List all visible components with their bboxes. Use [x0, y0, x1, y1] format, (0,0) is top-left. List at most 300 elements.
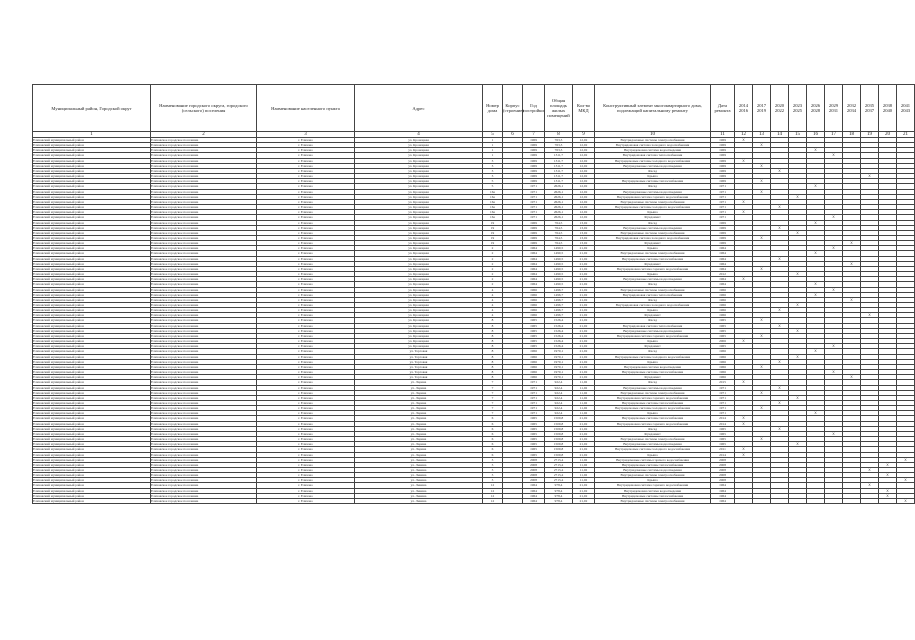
settlement-cell: Елизовское городское поселение: [151, 447, 257, 452]
area-cell: 2713,4: [545, 462, 573, 467]
element-cell: Крыша: [595, 174, 711, 179]
district-cell: Елизовский муниципальный район: [33, 447, 151, 452]
element-cell: Внутридомовая система горячего водоснабжения: [595, 483, 711, 488]
district-cell: Елизовский муниципальный район: [33, 225, 151, 230]
build-year-cell: 1966: [523, 303, 545, 308]
district-cell: Елизовский муниципальный район: [33, 184, 151, 189]
address-cell: ул. Кроноцкая: [355, 199, 483, 204]
mkd-count-cell: 21,02: [573, 364, 595, 369]
house-number-cell: 3: [483, 462, 503, 467]
repair-date-cell: 1971: [711, 184, 735, 189]
district-cell: Елизовский муниципальный район: [33, 266, 151, 271]
period-mark-cell: X: [735, 199, 753, 204]
address-cell: ул. Торговая: [355, 359, 483, 364]
build-year-cell: 1971: [523, 406, 545, 411]
element-cell: Внутридомовые системы теплоснабжения: [595, 400, 711, 405]
settlement-cell: Елизовское городское поселение: [151, 297, 257, 302]
town-cell: г. Елизово: [257, 442, 355, 447]
settlement-cell: Елизовское городское поселение: [151, 303, 257, 308]
column-header: Общая площадь жилых помещений: [545, 85, 573, 132]
house-number-cell: 19: [483, 220, 503, 225]
element-cell: Внутридомовые системы водоотведения: [595, 163, 711, 168]
town-cell: г. Елизово: [257, 153, 355, 158]
address-cell: ул. Кроноцкая: [355, 189, 483, 194]
town-cell: г. Елизово: [257, 468, 355, 473]
period-mark-cell: X: [807, 251, 825, 256]
mkd-count-cell: 21,02: [573, 318, 595, 323]
address-cell: ул. Кроноцкая: [355, 256, 483, 261]
town-cell: г. Елизово: [257, 493, 355, 498]
settlement-cell: Елизовское городское поселение: [151, 364, 257, 369]
area-cell: 764,5: [545, 230, 573, 235]
settlement-cell: Елизовское городское поселение: [151, 148, 257, 153]
mkd-count-cell: 21,02: [573, 287, 595, 292]
house-number-cell: 5: [483, 184, 503, 189]
house-number-cell: 6: [483, 442, 503, 447]
mkd-count-cell: 21,02: [573, 354, 595, 359]
settlement-cell: Елизовское городское поселение: [151, 199, 257, 204]
mkd-count-cell: 21,02: [573, 493, 595, 498]
element-cell: Внутридомовая система горячего водоснабжения: [595, 421, 711, 426]
area-cell: 1509,8: [545, 452, 573, 457]
element-cell: Внутридомовая система горячего водоснабжения: [595, 395, 711, 400]
period-mark-cell: X: [735, 416, 753, 421]
element-cell: Внутридомовые системы электроснабжения: [595, 138, 711, 143]
house-number-cell: 12: [483, 493, 503, 498]
element-cell: Крыша: [595, 478, 711, 483]
build-year-cell: 2008: [523, 468, 545, 473]
address-cell: ул. Кроноцкая: [355, 287, 483, 292]
address-cell: ул. Кроноцкая: [355, 138, 483, 143]
area-cell: 2626,1: [545, 215, 573, 220]
repair-date-cell: 1964: [711, 251, 735, 256]
address-cell: ул. Ларина: [355, 452, 483, 457]
repair-date-cell: 1966: [711, 303, 735, 308]
address-cell: ул. Ленина: [355, 498, 483, 503]
area-cell: 2626,1: [545, 205, 573, 210]
district-cell: Елизовский муниципальный район: [33, 179, 151, 184]
settlement-cell: Елизовское городское поселение: [151, 390, 257, 395]
district-cell: Елизовский муниципальный район: [33, 282, 151, 287]
element-cell: Фундамент: [595, 344, 711, 349]
period-mark-cell: X: [825, 344, 843, 349]
column-number: 9: [573, 132, 595, 138]
town-cell: г. Елизово: [257, 380, 355, 385]
period-mark-cell: X: [807, 292, 825, 297]
district-cell: Елизовский муниципальный район: [33, 385, 151, 390]
area-cell: 1526,4: [545, 339, 573, 344]
repair-date-cell: 2015: [711, 380, 735, 385]
district-cell: Елизовский муниципальный район: [33, 153, 151, 158]
build-year-cell: 1969: [523, 230, 545, 235]
settlement-cell: Елизовское городское поселение: [151, 323, 257, 328]
build-year-cell: 1965: [523, 426, 545, 431]
house-number-cell: 7: [483, 411, 503, 416]
district-cell: Елизовский муниципальный район: [33, 431, 151, 436]
repair-date-cell: 1964: [711, 493, 735, 498]
build-year-cell: 1965: [523, 437, 545, 442]
district-cell: Елизовский муниципальный район: [33, 148, 151, 153]
address-cell: ул. Ларина: [355, 390, 483, 395]
settlement-cell: Елизовское городское поселение: [151, 354, 257, 359]
element-cell: Внутридомовая система горячего водоснабжения: [595, 333, 711, 338]
element-cell: Фундамент: [595, 261, 711, 266]
address-cell: ул. Кроноцкая: [355, 174, 483, 179]
build-year-cell: 1964: [523, 282, 545, 287]
column-number: 17: [825, 132, 843, 138]
house-number-cell: 7: [483, 390, 503, 395]
mkd-count-cell: 21,02: [573, 246, 595, 251]
settlement-cell: Елизовское городское поселение: [151, 210, 257, 215]
mkd-count-cell: 13,02: [573, 225, 595, 230]
address-cell: ул. Кроноцкая: [355, 333, 483, 338]
element-cell: Крыша: [595, 452, 711, 457]
build-year-cell: 1966: [523, 349, 545, 354]
repair-date-cell: 2006: [711, 339, 735, 344]
settlement-cell: Елизовское городское поселение: [151, 328, 257, 333]
element-cell: Внутридомовые системы холодного водоснабжения: [595, 354, 711, 359]
house-number-cell: 16а: [483, 205, 503, 210]
settlement-cell: Елизовское городское поселение: [151, 333, 257, 338]
element-cell: Фасад: [595, 168, 711, 173]
settlement-cell: Елизовское городское поселение: [151, 344, 257, 349]
mkd-count-cell: 21,02: [573, 421, 595, 426]
build-year-cell: 1965: [523, 339, 545, 344]
mkd-count-cell: 21,02: [573, 256, 595, 261]
area-cell: 1496,7: [545, 297, 573, 302]
address-cell: ул. Кроноцкая: [355, 220, 483, 225]
district-cell: Елизовский муниципальный район: [33, 241, 151, 246]
address-cell: ул. Кроноцкая: [355, 282, 483, 287]
build-year-cell: 1966: [523, 287, 545, 292]
area-cell: 1526,4: [545, 323, 573, 328]
area-cell: 978,4: [545, 483, 573, 488]
district-cell: Елизовский муниципальный район: [33, 498, 151, 503]
area-cell: 1970,1: [545, 359, 573, 364]
period-mark-cell: X: [753, 406, 771, 411]
address-cell: ул. Кроноцкая: [355, 235, 483, 240]
district-cell: Елизовский муниципальный район: [33, 313, 151, 318]
town-cell: г. Елизово: [257, 215, 355, 220]
repair-date-cell: 1966: [711, 308, 735, 313]
period-mark-cell: X: [789, 328, 807, 333]
repair-date-cell: 1971: [711, 385, 735, 390]
repair-date-cell: 1964: [711, 488, 735, 493]
address-cell: ул. Кроноцкая: [355, 143, 483, 148]
column-number: 6: [503, 132, 523, 138]
settlement-cell: Елизовское городское поселение: [151, 246, 257, 251]
town-cell: г. Елизово: [257, 138, 355, 143]
house-number-cell: 2: [483, 256, 503, 261]
build-year-cell: 1971: [523, 205, 545, 210]
mkd-count-cell: 11,02: [573, 473, 595, 478]
district-cell: Елизовский муниципальный район: [33, 483, 151, 488]
table-body: [33, 138, 915, 504]
mkd-count-cell: 21,02: [573, 452, 595, 457]
area-cell: 2713,4: [545, 457, 573, 462]
town-cell: г. Елизово: [257, 292, 355, 297]
build-year-cell: 1964: [523, 256, 545, 261]
period-mark-cell: X: [735, 452, 753, 457]
area-cell: 978,4: [545, 498, 573, 503]
mkd-count-cell: 12,02: [573, 215, 595, 220]
build-year-cell: 1964: [523, 261, 545, 266]
settlement-cell: Елизовское городское поселение: [151, 215, 257, 220]
settlement-cell: Елизовское городское поселение: [151, 498, 257, 503]
town-cell: г. Елизово: [257, 375, 355, 380]
town-cell: г. Елизово: [257, 210, 355, 215]
area-cell: 1496,7: [545, 313, 573, 318]
mkd-count-cell: 21,02: [573, 328, 595, 333]
period-mark-cell: X: [807, 184, 825, 189]
settlement-cell: Елизовское городское поселение: [151, 194, 257, 199]
column-number: 11: [711, 132, 735, 138]
town-cell: г. Елизово: [257, 282, 355, 287]
address-cell: ул. Кроноцкая: [355, 179, 483, 184]
repair-date-cell: 1964: [711, 498, 735, 503]
build-year-cell: 1965: [523, 447, 545, 452]
house-number-cell: 19: [483, 235, 503, 240]
house-number-cell: 3: [483, 158, 503, 163]
town-cell: г. Елизово: [257, 478, 355, 483]
repair-date-cell: 1969: [711, 158, 735, 163]
district-cell: Елизовский муниципальный район: [33, 220, 151, 225]
mkd-count-cell: 12,02: [573, 194, 595, 199]
repair-date-cell: 1969: [711, 220, 735, 225]
repair-date-cell: 1965: [711, 426, 735, 431]
element-cell: Внутридомовая система холодного водоснабжения: [595, 235, 711, 240]
area-cell: 1509,8: [545, 421, 573, 426]
period-mark-cell: X: [735, 138, 753, 143]
repair-date-cell: 1966: [711, 354, 735, 359]
district-cell: Елизовский муниципальный район: [33, 437, 151, 442]
town-cell: г. Елизово: [257, 266, 355, 271]
house-number-cell: 6: [483, 437, 503, 442]
settlement-cell: Елизовское городское поселение: [151, 426, 257, 431]
build-year-cell: 1971: [523, 194, 545, 199]
repair-date-cell: 1969: [711, 168, 735, 173]
district-cell: Елизовский муниципальный район: [33, 251, 151, 256]
town-cell: г. Елизово: [257, 194, 355, 199]
column-header: Муниципальный район, Городской округ: [33, 85, 151, 132]
build-year-cell: 1969: [523, 153, 545, 158]
address-cell: ул. Кроноцкая: [355, 215, 483, 220]
period-mark-cell: X: [861, 174, 879, 179]
period-mark-cell: [771, 498, 789, 503]
period-mark-cell: X: [753, 364, 771, 369]
district-cell: Елизовский муниципальный район: [33, 400, 151, 405]
mkd-count-cell: 12,02: [573, 143, 595, 148]
town-cell: г. Елизово: [257, 220, 355, 225]
settlement-cell: Елизовское городское поселение: [151, 272, 257, 277]
column-number: 15: [789, 132, 807, 138]
period-mark-cell: X: [753, 390, 771, 395]
town-cell: г. Елизово: [257, 462, 355, 467]
settlement-cell: Елизовское городское поселение: [151, 282, 257, 287]
town-cell: г. Елизово: [257, 272, 355, 277]
column-number: 3: [257, 132, 355, 138]
area-cell: 1496,7: [545, 308, 573, 313]
repair-date-cell: 2008: [711, 478, 735, 483]
house-number-cell: 12: [483, 488, 503, 493]
town-cell: г. Елизово: [257, 297, 355, 302]
period-mark-cell: [825, 498, 843, 503]
town-cell: г. Елизово: [257, 287, 355, 292]
element-cell: Внутридомовая система теплоснабжения: [595, 292, 711, 297]
repair-date-cell: 2012: [711, 272, 735, 277]
district-cell: Елизовский муниципальный район: [33, 462, 151, 467]
district-cell: Елизовский муниципальный район: [33, 194, 151, 199]
period-mark-cell: X: [843, 241, 861, 246]
repair-date-cell: 1966: [711, 287, 735, 292]
build-year-cell: 1966: [523, 308, 545, 313]
address-cell: ул. Кроноцкая: [355, 210, 483, 215]
area-cell: 1509,8: [545, 447, 573, 452]
repair-date-cell: 1966: [711, 375, 735, 380]
district-cell: Елизовский муниципальный район: [33, 390, 151, 395]
town-cell: г. Елизово: [257, 235, 355, 240]
mkd-count-cell: 12,02: [573, 158, 595, 163]
mkd-count-cell: 12,02: [573, 205, 595, 210]
repair-date-cell: 2008: [711, 473, 735, 478]
element-cell: Внутридомовые системы холодного водоснабжения: [595, 447, 711, 452]
element-cell: Внутридомовые системы теплоснабжения: [595, 462, 711, 467]
house-number-cell: 2: [483, 251, 503, 256]
settlement-cell: Елизовское городское поселение: [151, 184, 257, 189]
repair-date-cell: 2008: [711, 468, 735, 473]
house-number-cell: 7: [483, 395, 503, 400]
house-number-cell: 1: [483, 138, 503, 143]
district-cell: Елизовский муниципальный район: [33, 344, 151, 349]
house-number-cell: 8: [483, 318, 503, 323]
settlement-cell: Елизовское городское поселение: [151, 406, 257, 411]
area-cell: 1509,8: [545, 426, 573, 431]
mkd-count-cell: 21,02: [573, 344, 595, 349]
repair-date-cell: 1966: [711, 349, 735, 354]
period-mark-cell: X: [789, 395, 807, 400]
area-cell: 764,5: [545, 225, 573, 230]
address-cell: ул. Ларина: [355, 426, 483, 431]
mkd-count-cell: 21,02: [573, 426, 595, 431]
settlement-cell: Елизовское городское поселение: [151, 478, 257, 483]
period-mark-cell: X: [735, 380, 753, 385]
area-cell: 2626,1: [545, 210, 573, 215]
column-header: Наименование городского округа, городского (сельского) поселения: [151, 85, 257, 132]
period-mark-cell: X: [753, 179, 771, 184]
mkd-count-cell: 21,02: [573, 282, 595, 287]
town-cell: г. Елизово: [257, 473, 355, 478]
mkd-count-cell: 11,02: [573, 468, 595, 473]
column-header: 2014 2016: [735, 85, 753, 132]
element-cell: Внутридомовая система водоотведения: [595, 148, 711, 153]
period-mark-cell: X: [879, 473, 897, 478]
district-cell: Елизовский муниципальный район: [33, 442, 151, 447]
period-mark-cell: X: [789, 354, 807, 359]
district-cell: Елизовский муниципальный район: [33, 210, 151, 215]
repair-date-cell: 1965: [711, 318, 735, 323]
build-year-cell: 1969: [523, 138, 545, 143]
town-cell: г. Елизово: [257, 318, 355, 323]
district-cell: Елизовский муниципальный район: [33, 246, 151, 251]
town-cell: г. Елизово: [257, 241, 355, 246]
build-year-cell: 1971: [523, 189, 545, 194]
element-cell: Крыша: [595, 411, 711, 416]
district-cell: Елизовский муниципальный район: [33, 416, 151, 421]
district-cell: Елизовский муниципальный район: [33, 158, 151, 163]
element-cell: Внутридомовые системы водоотведения: [595, 468, 711, 473]
area-cell: 1490,5: [545, 277, 573, 282]
house-number-cell: 8: [483, 328, 503, 333]
address-cell: ул. Кроноцкая: [355, 241, 483, 246]
address-cell: ул. Кроноцкая: [355, 328, 483, 333]
mkd-count-cell: 11,02: [573, 400, 595, 405]
settlement-cell: Елизовское городское поселение: [151, 493, 257, 498]
district-cell: Елизовский муниципальный район: [33, 359, 151, 364]
period-mark-cell: X: [771, 168, 789, 173]
settlement-cell: Елизовское городское поселение: [151, 220, 257, 225]
repair-date-cell: 2008: [711, 457, 735, 462]
column-header: Кол-во МКД: [573, 85, 595, 132]
area-cell: 763,3: [545, 148, 573, 153]
settlement-cell: Елизовское городское поселение: [151, 375, 257, 380]
area-cell: 922,4: [545, 411, 573, 416]
period-mark-cell: [861, 498, 879, 503]
build-year-cell: 1964: [523, 493, 545, 498]
mkd-count-cell: 13,02: [573, 230, 595, 235]
district-cell: Елизовский муниципальный район: [33, 370, 151, 375]
settlement-cell: Елизовское городское поселение: [151, 349, 257, 354]
period-mark-cell: X: [771, 225, 789, 230]
area-cell: 1311,7: [545, 158, 573, 163]
repair-date-cell: 1969: [711, 143, 735, 148]
element-cell: Внутридомовые системы электроснабжения: [595, 498, 711, 503]
area-cell: 1970,1: [545, 354, 573, 359]
house-number-cell: 4: [483, 287, 503, 292]
period-mark-cell: X: [753, 163, 771, 168]
element-cell: Фундамент: [595, 241, 711, 246]
mkd-count-cell: 12,02: [573, 184, 595, 189]
town-cell: г. Елизово: [257, 400, 355, 405]
mkd-count-cell: 21,02: [573, 359, 595, 364]
address-cell: ул. Кроноцкая: [355, 184, 483, 189]
element-cell: Внутридомовые системы горячего водоснабжения: [595, 457, 711, 462]
address-cell: ул. Кроноцкая: [355, 277, 483, 282]
period-mark-cell: X: [825, 370, 843, 375]
element-cell: Внутридомовые системы теплоснабжения: [595, 179, 711, 184]
mkd-count-cell: 21,02: [573, 323, 595, 328]
build-year-cell: 1965: [523, 344, 545, 349]
district-cell: Елизовский муниципальный район: [33, 199, 151, 204]
repair-date-cell: 1969: [711, 153, 735, 158]
element-cell: Внутридомовая система холодного водоснабжения: [595, 143, 711, 148]
town-cell: г. Елизово: [257, 308, 355, 313]
house-number-cell: 1: [483, 143, 503, 148]
house-number-cell: 8: [483, 344, 503, 349]
mkd-count-cell: 12,02: [573, 210, 595, 215]
house-number-cell: 3: [483, 174, 503, 179]
repair-date-cell: 1971: [711, 210, 735, 215]
period-mark-cell: X: [753, 333, 771, 338]
town-cell: г. Елизово: [257, 421, 355, 426]
town-cell: г. Елизово: [257, 163, 355, 168]
area-cell: 2626,1: [545, 184, 573, 189]
settlement-cell: Елизовское городское поселение: [151, 359, 257, 364]
period-mark-cell: X: [807, 282, 825, 287]
build-year-cell: 1969: [523, 174, 545, 179]
column-number: 2: [151, 132, 257, 138]
mkd-count-cell: 11,02: [573, 462, 595, 467]
district-cell: Елизовский муниципальный район: [33, 297, 151, 302]
